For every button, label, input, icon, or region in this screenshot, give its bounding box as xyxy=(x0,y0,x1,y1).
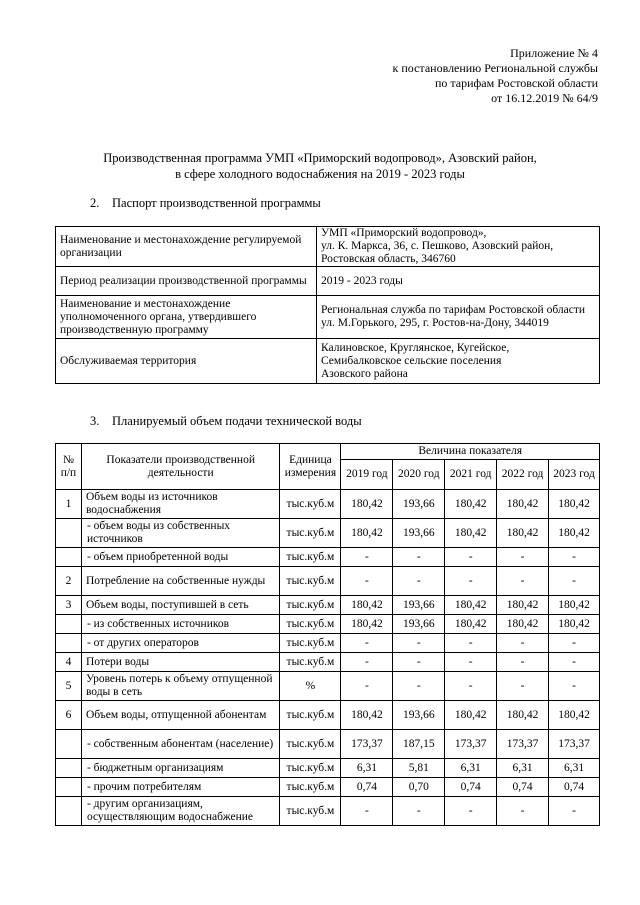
row-value: 180,42 xyxy=(549,615,600,634)
table-row xyxy=(56,653,600,672)
row-value: - xyxy=(497,548,549,567)
table-row xyxy=(56,672,600,701)
table-row xyxy=(56,797,600,826)
annex-line: Приложение № 4 xyxy=(510,46,598,60)
row-value: 180,42 xyxy=(497,596,549,615)
passport-value-line: ул. К. Маркса, 36, с. Пешково, Азовский район, xyxy=(321,240,554,252)
passport-value xyxy=(317,227,600,267)
row-number: 4 xyxy=(56,653,82,672)
row-value: 0,70 xyxy=(393,778,445,797)
row-indicator: - от других операторов xyxy=(81,634,280,653)
row-indicator: - собственным абонентам (население) xyxy=(81,730,280,759)
row-value: 180,42 xyxy=(445,615,497,634)
row-value: - xyxy=(393,634,445,653)
table-row xyxy=(56,730,600,759)
passport-row xyxy=(56,227,600,267)
row-value: 180,42 xyxy=(549,596,600,615)
passport-value xyxy=(317,296,600,339)
table-row xyxy=(56,519,600,548)
row-value: - xyxy=(341,634,393,653)
section-number: 2. xyxy=(90,196,100,210)
row-value: 180,42 xyxy=(549,490,600,519)
table-row xyxy=(56,615,600,634)
section-heading-passport xyxy=(90,196,321,211)
row-number xyxy=(56,797,82,826)
row-unit: тыс.куб.м xyxy=(280,797,341,826)
row-value: 180,42 xyxy=(341,519,393,548)
row-value: 193,66 xyxy=(393,701,445,730)
passport-value-line: Калиновское, Круглянское, Кугейское, xyxy=(321,341,510,354)
row-value: - xyxy=(393,567,445,596)
header-year: 2020 год xyxy=(393,460,445,490)
annex-line: к постановлению Региональной службы xyxy=(392,61,598,75)
row-value: 180,42 xyxy=(497,519,549,548)
row-unit: тыс.куб.м xyxy=(280,567,341,596)
row-unit: тыс.куб.м xyxy=(280,548,341,567)
row-value: 6,31 xyxy=(497,759,549,778)
row-number xyxy=(56,759,82,778)
row-value: - xyxy=(393,548,445,567)
row-value: - xyxy=(393,653,445,672)
row-value: 180,42 xyxy=(341,701,393,730)
row-value: - xyxy=(393,797,445,826)
row-value: - xyxy=(497,672,549,701)
passport-value-line: Ростовская область, 346760 xyxy=(321,253,456,265)
table-row xyxy=(56,490,600,519)
row-value: 193,66 xyxy=(393,490,445,519)
row-unit: тыс.куб.м xyxy=(280,778,341,797)
table-row xyxy=(56,759,600,778)
row-indicator: Уровень потерь к объему отпущенной воды в сеть xyxy=(81,672,280,701)
row-value: - xyxy=(549,653,600,672)
passport-row xyxy=(56,267,600,296)
row-number: 2 xyxy=(56,567,82,596)
header-year: 2021 год xyxy=(445,460,497,490)
passport-value-line: УМП «Приморский водопровод», xyxy=(321,227,487,239)
passport-row xyxy=(56,339,600,384)
passport-value-line: ул. М.Горького, 295, г. Ростов-на-Дону, 344019 xyxy=(321,317,549,329)
row-value: - xyxy=(445,567,497,596)
row-value: 180,42 xyxy=(497,490,549,519)
passport-value xyxy=(317,267,600,296)
section-title: Планируемый объем подачи технической воды xyxy=(112,414,362,428)
row-value: 193,66 xyxy=(393,519,445,548)
row-value: - xyxy=(549,672,600,701)
row-value: 180,42 xyxy=(497,701,549,730)
passport-value-line: 2019 - 2023 годы xyxy=(321,274,403,287)
row-value: - xyxy=(393,672,445,701)
row-value: - xyxy=(341,653,393,672)
row-value: 173,37 xyxy=(497,730,549,759)
header-value: Величина показателя xyxy=(341,444,600,460)
row-value: - xyxy=(549,548,600,567)
row-value: - xyxy=(445,672,497,701)
row-value: - xyxy=(445,653,497,672)
row-value: 0,74 xyxy=(341,778,393,797)
row-value: - xyxy=(497,567,549,596)
passport-value-line: Азовского района xyxy=(321,367,408,380)
row-value: 187,15 xyxy=(393,730,445,759)
header-year: 2019 год xyxy=(341,460,393,490)
passport-label: Наименование и местонахождение регулируемой организации xyxy=(56,227,317,267)
row-unit: % xyxy=(280,672,341,701)
annex-line: от 16.12.2019 № 64/9 xyxy=(491,91,598,105)
row-indicator: - из собственных источников xyxy=(81,615,280,634)
row-value: 6,31 xyxy=(341,759,393,778)
row-number: 6 xyxy=(56,701,82,730)
row-value: - xyxy=(341,567,393,596)
passport-value-line: Региональная служба по тарифам Ростовской области xyxy=(321,304,586,316)
row-indicator: - объем воды из собственных источников xyxy=(81,519,280,548)
annex-line: по тарифам Ростовской области xyxy=(434,76,598,90)
row-value: 0,74 xyxy=(497,778,549,797)
row-value: 180,42 xyxy=(549,519,600,548)
table-row xyxy=(56,701,600,730)
row-value: - xyxy=(497,797,549,826)
row-indicator: Объем воды из источников водоснабжения xyxy=(81,490,280,519)
row-unit: тыс.куб.м xyxy=(280,634,341,653)
row-unit: тыс.куб.м xyxy=(280,596,341,615)
row-number xyxy=(56,634,82,653)
row-number: 1 xyxy=(56,490,82,519)
row-value: 5,81 xyxy=(393,759,445,778)
row-value: 173,37 xyxy=(341,730,393,759)
row-value: 180,42 xyxy=(341,490,393,519)
passport-table xyxy=(55,226,600,384)
row-value: - xyxy=(549,797,600,826)
volume-table xyxy=(55,443,600,826)
row-indicator: - объем приобретенной воды xyxy=(81,548,280,567)
row-unit: тыс.куб.м xyxy=(280,653,341,672)
passport-value-line: Семибалковское сельские поселения xyxy=(321,354,502,367)
row-value: 180,42 xyxy=(341,596,393,615)
row-value: - xyxy=(549,634,600,653)
table-row xyxy=(56,634,600,653)
row-number: 3 xyxy=(56,596,82,615)
row-number: 5 xyxy=(56,672,82,701)
header-year: 2022 год xyxy=(497,460,549,490)
row-number xyxy=(56,548,82,567)
row-value: - xyxy=(341,548,393,567)
row-value: - xyxy=(341,672,393,701)
row-value: 6,31 xyxy=(445,759,497,778)
row-value: - xyxy=(497,634,549,653)
row-indicator: Потери воды xyxy=(81,653,280,672)
row-indicator: Объем воды, отпущенной абонентам xyxy=(81,701,280,730)
header-num: № п/п xyxy=(56,444,82,490)
row-value: 180,42 xyxy=(497,615,549,634)
row-unit: тыс.куб.м xyxy=(280,701,341,730)
row-value: 173,37 xyxy=(549,730,600,759)
row-value: 173,37 xyxy=(445,730,497,759)
row-indicator: Объем воды, поступившей в сеть xyxy=(81,596,280,615)
passport-row xyxy=(56,296,600,339)
row-value: - xyxy=(445,634,497,653)
passport-label: Период реализации производственной программы xyxy=(56,267,317,296)
row-indicator: - прочим потребителям xyxy=(81,778,280,797)
row-number xyxy=(56,615,82,634)
passport-label: Наименование и местонахождение уполномоченного органа, утвердившего производственную программу xyxy=(56,296,317,339)
section-title: Паспорт производственной программы xyxy=(112,196,321,210)
row-value: 193,66 xyxy=(393,615,445,634)
row-value: 6,31 xyxy=(549,759,600,778)
header-unit: Единица измерения xyxy=(280,444,341,490)
row-value: 180,42 xyxy=(549,701,600,730)
row-number xyxy=(56,519,82,548)
row-value: 180,42 xyxy=(445,596,497,615)
row-value: - xyxy=(445,797,497,826)
row-value: 180,42 xyxy=(445,490,497,519)
row-value: - xyxy=(445,548,497,567)
row-indicator: - бюджетным организациям xyxy=(81,759,280,778)
document-title xyxy=(40,150,600,182)
row-value: 193,66 xyxy=(393,596,445,615)
row-value: 180,42 xyxy=(445,701,497,730)
passport-value xyxy=(317,339,600,384)
row-unit: тыс.куб.м xyxy=(280,730,341,759)
row-indicator: Потребление на собственные нужды xyxy=(81,567,280,596)
row-value: 0,74 xyxy=(549,778,600,797)
row-value: 180,42 xyxy=(341,615,393,634)
table-row xyxy=(56,548,600,567)
passport-label: Обслуживаемая территория xyxy=(56,339,317,384)
row-unit: тыс.куб.м xyxy=(280,519,341,548)
annex-block xyxy=(393,46,598,106)
row-unit: тыс.куб.м xyxy=(280,490,341,519)
table-row xyxy=(56,567,600,596)
row-number xyxy=(56,778,82,797)
row-value: 180,42 xyxy=(445,519,497,548)
row-value: - xyxy=(341,797,393,826)
section-number: 3. xyxy=(90,414,100,428)
header-year: 2023 год xyxy=(549,460,600,490)
row-value: - xyxy=(549,567,600,596)
table-row xyxy=(56,596,600,615)
section-heading-volume xyxy=(90,414,362,429)
title-line: в сфере холодного водоснабжения на 2019 - 2023 годы xyxy=(175,167,465,181)
row-number xyxy=(56,730,82,759)
row-value: - xyxy=(497,653,549,672)
table-row xyxy=(56,778,600,797)
row-value: 0,74 xyxy=(445,778,497,797)
header-indicator: Показатели производственной деятельности xyxy=(81,444,280,490)
row-indicator: - другим организациям, осуществляющим водоснабжение xyxy=(81,797,280,826)
row-unit: тыс.куб.м xyxy=(280,759,341,778)
title-line: Производственная программа УМП «Приморский водопровод», Азовский район, xyxy=(103,151,537,165)
row-unit: тыс.куб.м xyxy=(280,615,341,634)
